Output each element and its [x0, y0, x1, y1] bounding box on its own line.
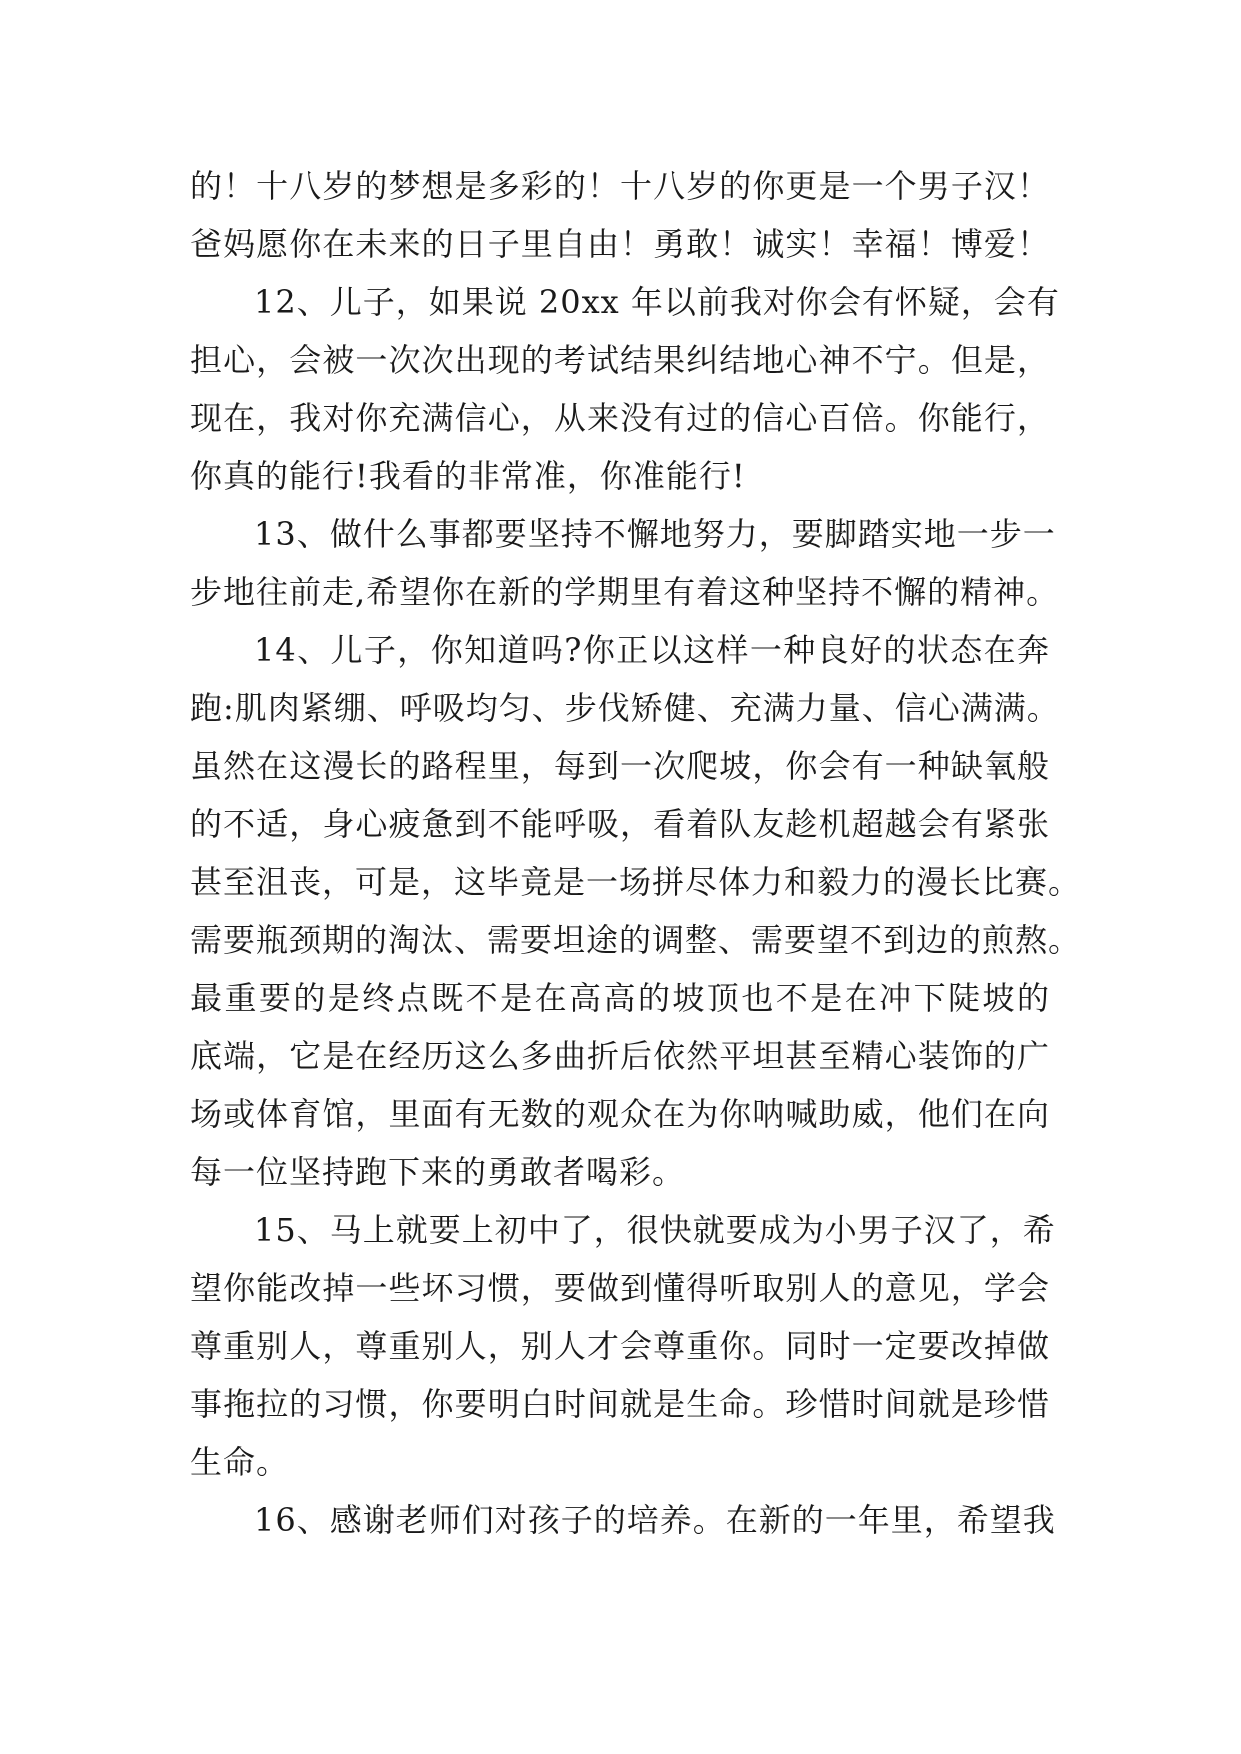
text-line: 步地往前走,希望你在新的学期里有着这种坚持不懈的精神。	[190, 573, 1060, 611]
text-line: 望你能改掉一些坏习惯，要做到懂得听取别人的意见，学会	[190, 1269, 1050, 1307]
text-line: 最重要的是终点既不是在高高的坡顶也不是在冲下陡坡的	[190, 979, 1050, 1017]
text-line: 跑:肌肉紧绷、呼吸均匀、步伐矫健、充满力量、信心满满。	[190, 689, 1060, 727]
text-line: 每一位坚持跑下来的勇敢者喝彩。	[190, 1153, 686, 1191]
text-line: 甚至沮丧，可是，这毕竟是一场拼尽体力和毅力的漫长比赛。	[190, 863, 1082, 901]
text-line: 的！十八岁的梦想是多彩的！十八岁的你更是一个男子汉！	[190, 167, 1050, 205]
text-line: 虽然在这漫长的路程里，每到一次爬坡，你会有一种缺氧般	[190, 747, 1050, 785]
text-line: 需要瓶颈期的淘汰、需要坦途的调整、需要望不到边的煎熬。	[190, 921, 1082, 959]
text-line: 生命。	[190, 1443, 290, 1481]
text-line: 现在，我对你充满信心，从来没有过的信心百倍。你能行，	[190, 399, 1050, 437]
text-line: 担心，会被一次次出现的考试结果纠结地心神不宁。但是，	[190, 341, 1050, 379]
text-line: 你真的能行!我看的非常准，你准能行!	[190, 457, 746, 495]
text-line: 事拖拉的习惯，你要明白时间就是生命。珍惜时间就是珍惜	[190, 1385, 1050, 1423]
text-line: 底端，它是在经历这么多曲折后依然平坦甚至精心装饰的广	[190, 1037, 1050, 1075]
text-line-para-16: 16、感谢老师们对孩子的培养。在新的一年里，希望我	[254, 1501, 1056, 1539]
text-line: 场或体育馆，里面有无数的观众在为你呐喊助威，他们在向	[190, 1095, 1050, 1133]
document-body	[190, 157, 1082, 1549]
text-line-para-15: 15、马上就要上初中了，很快就要成为小男子汉了，希	[254, 1211, 1056, 1249]
text-line-para-13: 13、做什么事都要坚持不懈地努力，要脚踏实地一步一	[254, 515, 1056, 553]
text-line: 的不适，身心疲惫到不能呼吸，看着队友趁机超越会有紧张	[190, 805, 1050, 843]
text-line-para-14: 14、儿子，你知道吗?你正以这样一种良好的状态在奔	[254, 631, 1050, 669]
text-line-para-12: 12、儿子，如果说 20xx 年以前我对你会有怀疑，会有	[254, 283, 1060, 321]
text-line: 尊重别人，尊重别人，别人才会尊重你。同时一定要改掉做	[190, 1327, 1050, 1365]
text-line: 爸妈愿你在未来的日子里自由！勇敢！诚实！幸福！博爱！	[190, 225, 1050, 263]
